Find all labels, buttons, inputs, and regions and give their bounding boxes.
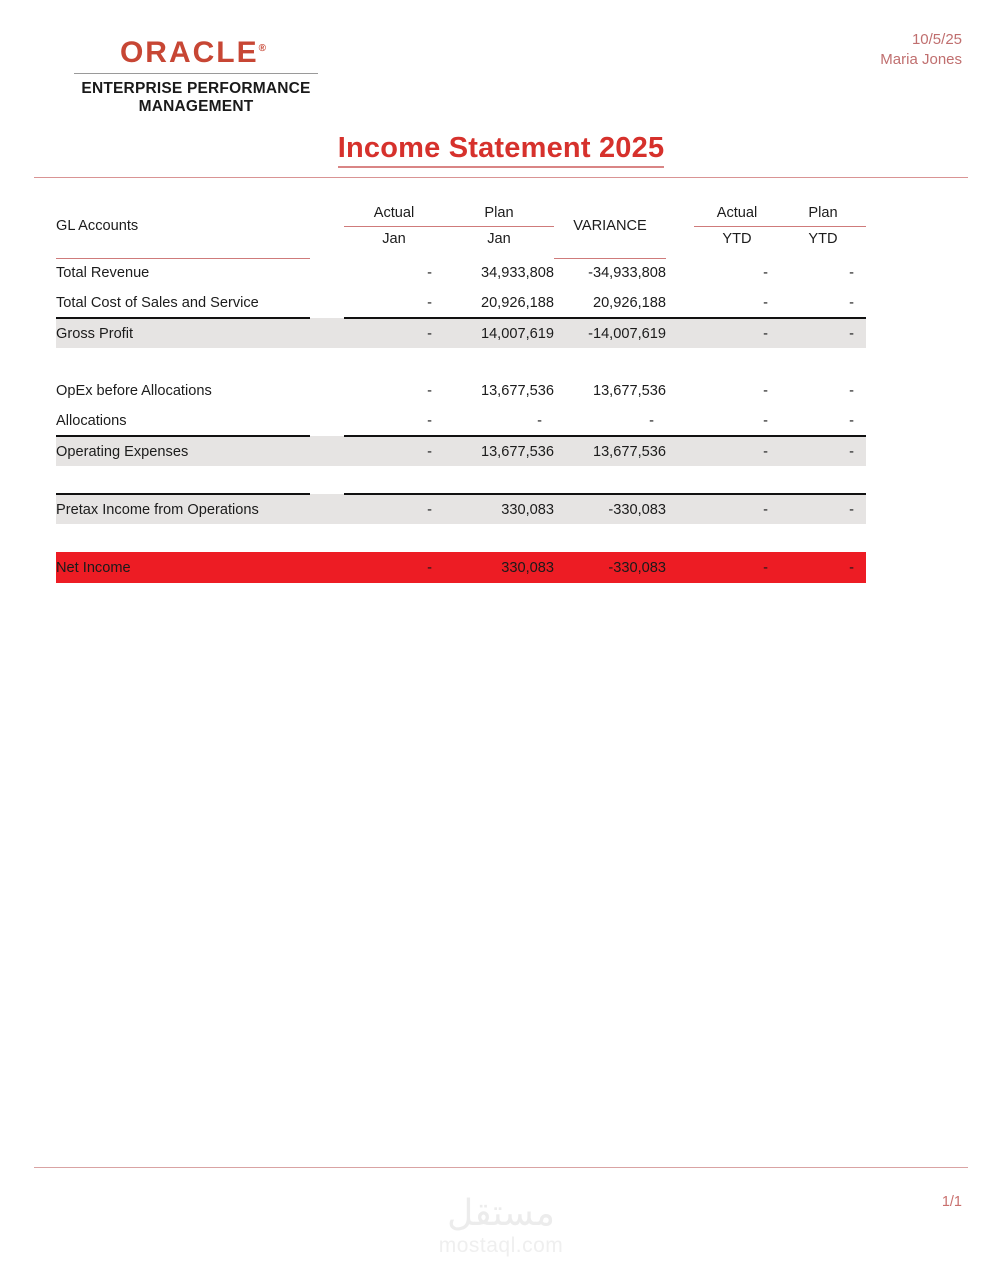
cell-plan-jan: 34,933,808	[480, 265, 554, 281]
row-gap-2	[666, 494, 694, 524]
row-gap-1	[310, 436, 344, 466]
cell-actual-ytd: -	[763, 294, 768, 311]
row-gap-1	[310, 406, 344, 436]
page-title	[0, 132, 1002, 165]
oracle-logo-text: ORACLE	[119, 36, 259, 69]
column-header-gl-accounts: GL Accounts	[56, 218, 139, 234]
cell-variance: 13,677,536	[554, 436, 666, 466]
cell-variance: 20,926,188	[592, 294, 666, 311]
spacer-cell	[56, 348, 866, 376]
column-header-actual-jan-scenario: Actual	[344, 200, 444, 226]
table-spacer-row	[56, 524, 866, 552]
row-gap-2	[666, 258, 694, 288]
income-statement-table	[56, 200, 866, 583]
report-date: 10/5/25	[911, 31, 962, 48]
row-label: Total Revenue	[56, 265, 150, 282]
report-user: Maria Jones	[880, 51, 962, 69]
column-header-actual-jan-period: Jan	[382, 231, 406, 248]
table-row[interactable]	[56, 406, 866, 436]
row-label: Net Income	[56, 552, 310, 583]
header-spacer-3	[310, 226, 344, 252]
row-label: Total Cost of Sales and Service	[56, 294, 259, 311]
cell-variance: -34,933,808	[588, 265, 666, 282]
table-row-subtotal[interactable]	[56, 494, 866, 524]
cell-actual-jan: -	[427, 383, 432, 399]
watermark-domain-text: mostaql.com	[438, 1234, 564, 1257]
cell-plan-ytd: -	[849, 265, 854, 281]
registered-trademark-icon: ®	[258, 43, 267, 54]
cell-actual-jan: -	[344, 318, 444, 348]
row-gap-1	[310, 288, 344, 318]
table-row[interactable]	[56, 288, 866, 318]
row-label: OpEx before Allocations	[56, 383, 212, 399]
row-label: Operating Expenses	[56, 436, 310, 466]
cell-plan-jan: -	[537, 412, 542, 429]
cell-plan-jan: 13,677,536	[480, 383, 554, 399]
cell-plan-jan: 13,677,536	[444, 436, 554, 466]
cell-variance: -330,083	[554, 552, 666, 583]
logo-subtitle	[46, 80, 346, 117]
document-header	[0, 30, 1002, 140]
spacer-cell	[56, 524, 866, 552]
watermark-arabic-text: مستقل	[447, 1193, 555, 1235]
cell-plan-ytd: -	[849, 412, 854, 429]
oracle-wordmark	[120, 38, 272, 68]
table-row[interactable]	[56, 376, 866, 406]
row-label: Pretax Income from Operations	[56, 494, 310, 524]
table-row-net-income[interactable]	[56, 552, 866, 583]
cell-variance: 13,677,536	[592, 383, 666, 399]
cell-plan-ytd: -	[780, 494, 866, 524]
cell-plan-ytd: -	[780, 552, 866, 583]
column-header-variance: VARIANCE	[573, 218, 647, 234]
watermark	[0, 1195, 1002, 1258]
cell-variance: -330,083	[554, 494, 666, 524]
table-row-subtotal[interactable]	[56, 436, 866, 466]
table-row-subtotal[interactable]	[56, 318, 866, 348]
cell-actual-jan: -	[344, 436, 444, 466]
cell-actual-jan: -	[344, 552, 444, 583]
cell-plan-ytd: -	[780, 318, 866, 348]
cell-plan-jan: 14,007,619	[444, 318, 554, 348]
row-gap-2	[666, 288, 694, 318]
header-metadata	[880, 30, 962, 71]
header-spacer-4	[666, 226, 694, 252]
cell-plan-jan: 330,083	[444, 552, 554, 583]
row-gap-1	[310, 552, 344, 583]
table-spacer-row	[56, 466, 866, 494]
cell-actual-jan: -	[344, 494, 444, 524]
header-spacer-1	[310, 200, 344, 226]
row-gap-2	[666, 436, 694, 466]
row-gap-1	[310, 376, 344, 406]
row-gap-1	[310, 318, 344, 348]
cell-actual-ytd: -	[694, 552, 780, 583]
header-spacer-2	[666, 200, 694, 226]
cell-variance: -14,007,619	[554, 318, 666, 348]
table-spacer-row	[56, 348, 866, 376]
cell-actual-ytd: -	[694, 436, 780, 466]
cell-actual-ytd: -	[763, 412, 768, 429]
cell-actual-jan: -	[427, 294, 432, 311]
column-header-plan-jan-scenario: Plan	[444, 200, 554, 226]
spacer-cell	[56, 466, 866, 494]
cell-variance: -	[649, 412, 654, 429]
logo-subtitle-line2: MANAGEMENT	[138, 98, 254, 116]
oracle-logo	[46, 38, 346, 117]
cell-plan-jan: 20,926,188	[480, 294, 554, 311]
row-gap-2	[666, 552, 694, 583]
column-header-plan-ytd-scenario: Plan	[780, 200, 866, 226]
row-gap-2	[666, 406, 694, 436]
income-statement-table-wrapper	[56, 200, 866, 583]
cell-plan-jan: 330,083	[444, 494, 554, 524]
column-header-plan-jan-period: Jan	[487, 231, 511, 248]
cell-actual-jan: -	[427, 265, 432, 281]
row-gap-2	[666, 376, 694, 406]
logo-subtitle-line1: ENTERPRISE PERFORMANCE	[81, 80, 311, 97]
column-header-actual-ytd-period: YTD	[722, 231, 752, 248]
page-title-text: Income Statement 2025	[338, 132, 665, 168]
title-divider	[34, 177, 968, 178]
cell-actual-ytd: -	[694, 494, 780, 524]
cell-plan-ytd: -	[849, 294, 854, 311]
cell-actual-ytd: -	[694, 318, 780, 348]
row-gap-2	[666, 318, 694, 348]
cell-actual-ytd: -	[763, 265, 768, 281]
cell-actual-jan: -	[427, 412, 432, 429]
row-label: Allocations	[56, 412, 127, 429]
row-gap-1	[310, 494, 344, 524]
table-row[interactable]	[56, 258, 866, 288]
cell-plan-ytd: -	[849, 383, 854, 399]
row-gap-1	[310, 258, 344, 288]
column-header-actual-ytd-scenario: Actual	[694, 200, 780, 226]
footer-divider	[34, 1167, 968, 1168]
row-label: Gross Profit	[56, 318, 310, 348]
column-header-plan-ytd-period: YTD	[808, 231, 838, 248]
table-header-scenario-row	[56, 200, 866, 226]
logo-divider	[74, 73, 318, 74]
cell-actual-ytd: -	[763, 383, 768, 399]
page-number: 1/1	[941, 1194, 962, 1210]
cell-plan-ytd: -	[780, 436, 866, 466]
